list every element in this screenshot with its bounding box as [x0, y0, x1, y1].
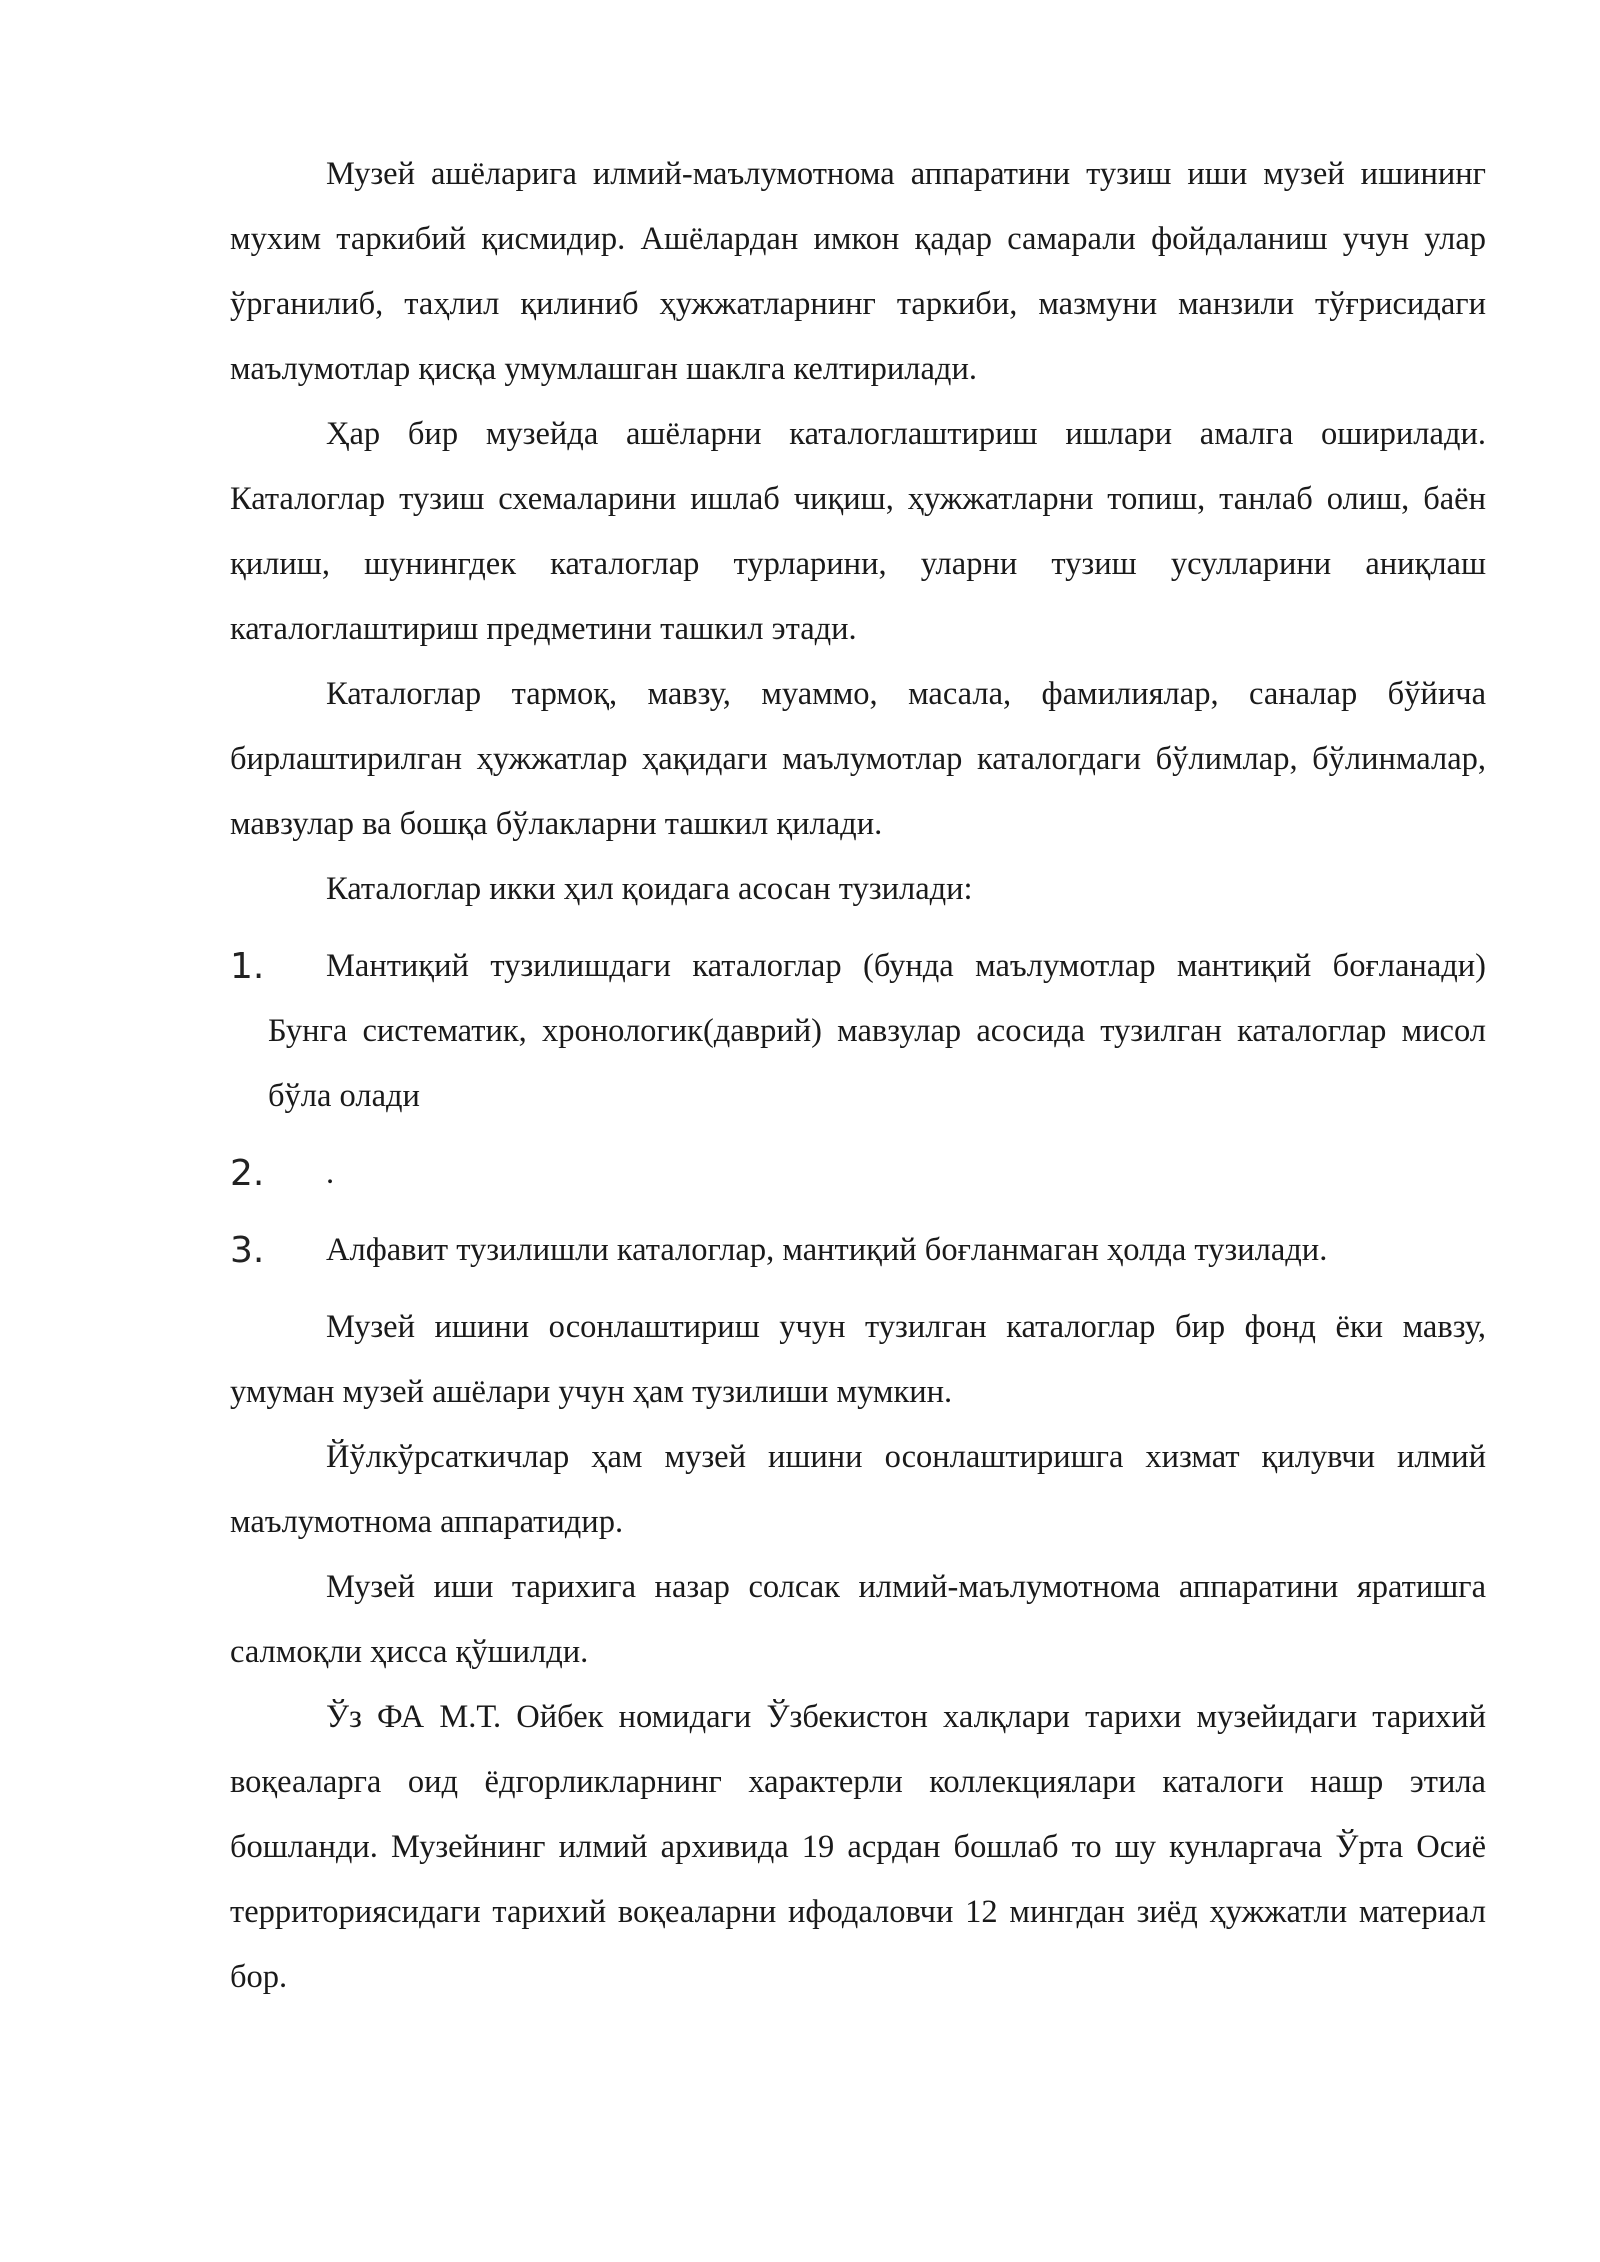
list-number: 2.	[230, 1153, 265, 1194]
paragraph-history: Музей иши тарихига назар солсак илмий-маълумотнома аппаратини яратишга салмоқли ҳисса қўшилди.	[230, 1569, 1486, 1670]
list-item	[230, 1218, 1486, 1283]
paragraph-guides: Йўлкўрсаткичлар ҳам музей ишини осонлаштиришга хизмат қилувчи илмий маълумотнома аппаратидир.	[230, 1439, 1486, 1540]
paragraph-cataloguing: Ҳар бир музейда ашёларни каталоглаштириш ишлари амалга оширилади. Каталоглар тузиш схемаларини ишлаб чиқиш, ҳужжатларни топиш, танлаб олиш, баён қилиш, шунингдек каталоглар турларини, уларни тузиш усулларини аниқлаш каталоглаштириш предметини ташкил этади.	[230, 416, 1486, 647]
list-item	[230, 1141, 1486, 1206]
list-item	[230, 934, 1486, 1129]
list-item-text: Мантиқий тузилишдаги каталоглар (бунда маълумотлар мантиқий боғланади) Бунга систематик, хронологик(даврий) мавзулар асосида тузилган каталоглар мисол бўла олади	[268, 948, 1486, 1114]
list-number: 1.	[230, 946, 265, 987]
list-number: 3.	[230, 1230, 265, 1271]
paragraph-catalogue-sections: Каталоглар тармоқ, мавзу, муаммо, масала, фамилиялар, саналар бўйича бирлаштирилган ҳужжатлар ҳақидаги маълумотлар каталогдаги бўлимлар, бўлинмалар, мавзулар ва бошқа бўлакларни ташкил қилади.	[230, 676, 1486, 842]
paragraph-intro: Музей ашёларига илмий-маълумотнома аппаратини тузиш иши музей ишининг мухим таркибий қисмидир. Ашёлардан имкон қадар самарали фойдаланиш учун улар ўрганилиб, таҳлил қилиниб ҳужжатларнинг таркиби, мазмуни манзили тўғрисидаги маълумотлар қисқа умумлашган шаклга келтирилади.	[230, 156, 1486, 387]
document-page	[230, 142, 1486, 2010]
catalogue-rules-list	[230, 934, 1486, 1283]
paragraph-catalogue-rules: Каталоглар икки ҳил қоидага асосан тузилади:	[326, 871, 973, 907]
paragraph-museum-work: Музей ишини осонлаштириш учун тузилган каталоглар бир фонд ёки мавзу, умуман музей ашёлари учун ҳам тузилиши мумкин.	[230, 1309, 1486, 1410]
list-item-text: Алфавит тузилишли каталоглар, мантиқий боғланмаган ҳолда тузилади.	[326, 1232, 1328, 1268]
paragraph-oybek-museum: Ўз ФА М.Т. Ойбек номидаги Ўзбекистон халқлари тарихи музейидаги тарихий воқеаларга оид ёдгорликларнинг характерли коллекциялари каталоги нашр этила бошланди. Музейнинг илмий архивида 19 асрдан бошлаб то шу кунларгача Ўрта Осиё территориясидаги тарихий воқеаларни ифодаловчи 12 мингдан зиёд ҳужжатли материал бор.	[230, 1699, 1486, 1995]
list-item-text: .	[326, 1155, 335, 1191]
